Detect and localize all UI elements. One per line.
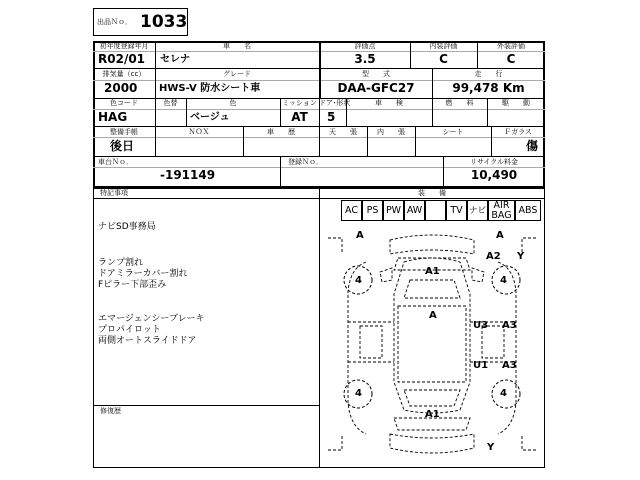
reg-year-label: 初年度登録年月 <box>99 42 149 50</box>
exterior-label: 外装評価 <box>497 42 525 50</box>
damage-mark: 4 <box>500 388 507 399</box>
equipment-item-tv: TV <box>446 200 467 221</box>
fglass-value: 傷 <box>526 139 539 153</box>
interior-label: 内装評価 <box>429 42 458 50</box>
model-value: セレナ <box>160 54 190 65</box>
maintenance-value: 後日 <box>110 139 135 153</box>
equipment-label: 装 備 <box>418 189 446 197</box>
damage-mark: A3 <box>502 360 517 371</box>
color-value: ベージュ <box>190 112 230 123</box>
damage-mark: A <box>496 230 504 241</box>
interior-value: C <box>439 52 448 66</box>
chassis-label: 車台Ｎｏ． <box>98 158 133 166</box>
note-line: Fピラー下部歪み <box>98 280 167 290</box>
repair-history-label: 修復歴 <box>100 407 121 415</box>
seat-label: シート <box>442 128 464 136</box>
damage-mark: A2 <box>486 251 501 262</box>
mission-value: AT <box>291 110 308 124</box>
grade-label: グレード <box>223 70 251 78</box>
damage-mark: 4 <box>500 275 507 286</box>
type-label: 型 式 <box>362 70 390 78</box>
equipment-item-blank <box>425 200 446 221</box>
damage-mark: Y <box>517 251 525 262</box>
note-line: エマージェンシーブレーキ <box>98 314 205 324</box>
damage-mark: A3 <box>502 320 517 331</box>
mileage-value: 99,478 Km <box>452 81 525 95</box>
reg-no-label: 登録Ｎｏ． <box>288 158 323 166</box>
recycle-value: 10,490 <box>470 168 518 182</box>
exhibit-number: 1033 <box>140 12 188 32</box>
equipment-item-airbag: AIR BAG <box>488 200 515 221</box>
mission-label: ミッション <box>282 99 317 107</box>
reg-year-value: R02/01 <box>98 52 146 66</box>
mileage-label: 走 行 <box>474 70 503 78</box>
exhibit-label: 出品Ｎｏ． <box>97 18 132 26</box>
note-line: 両側オートスライドドア <box>98 336 197 346</box>
note-line: ドアミラーカバー割れ <box>98 269 188 279</box>
nox-label: ＮＯＸ <box>188 128 210 136</box>
grade-value: HWS-V 防水シート車 <box>159 83 261 94</box>
model-label: 車 名 <box>223 42 251 50</box>
car-damage-diagram <box>320 222 544 467</box>
roof-label: 天 張 <box>329 128 357 136</box>
color-label: 色 <box>229 99 237 107</box>
drive-label: 駆 動 <box>502 99 530 107</box>
doors-value: 5 <box>327 110 336 124</box>
equipment-item-ac: AC <box>341 200 362 221</box>
equipment-item-aw: AW <box>404 200 425 221</box>
damage-mark: U3 <box>473 320 489 331</box>
note-line: ランプ割れ <box>98 258 144 268</box>
color-code-label: 色コード <box>110 99 138 107</box>
maintenance-label: 整備手帳 <box>110 128 138 136</box>
score-value: 3.5 <box>354 52 376 66</box>
fglass-label: Ｆガラス <box>504 128 532 136</box>
interior-cloth-label: 内 張 <box>377 128 405 136</box>
note-line: ナビSD事務局 <box>98 222 156 232</box>
history-label: 車 歴 <box>267 128 295 136</box>
type-value: DAA-GFC27 <box>337 81 415 95</box>
fuel-label: 燃 料 <box>445 99 474 107</box>
damage-mark: A1 <box>425 409 440 420</box>
displacement-value: 2000 <box>104 81 138 95</box>
doors-label: ドア･形状 <box>319 99 351 107</box>
equipment-item-navi: ナビ <box>467 200 488 221</box>
damage-mark: A <box>356 230 364 241</box>
recycle-label: リサイクル料金 <box>469 158 519 166</box>
equipment-item-pw: PW <box>383 200 404 221</box>
damage-mark: Y <box>487 442 495 453</box>
damage-mark: 4 <box>355 388 362 399</box>
exhibit-number-box <box>93 8 188 36</box>
damage-mark: A <box>429 310 437 321</box>
note-line: プロパイロット <box>98 325 161 335</box>
chassis-value: -191149 <box>160 168 216 182</box>
color-code-value: HAG <box>98 110 128 124</box>
displacement-label: 排気量（cc） <box>102 70 146 78</box>
exterior-value: C <box>506 52 516 66</box>
notes-label: 特記事項 <box>100 189 128 197</box>
damage-mark: A1 <box>425 266 440 277</box>
equipment-item-abs: ABS <box>515 200 541 221</box>
color-change-label: 色替 <box>163 99 178 107</box>
damage-mark: 4 <box>355 275 362 286</box>
damage-mark: U1 <box>473 360 489 371</box>
inspection-label: 車 検 <box>375 99 403 107</box>
equipment-item-ps: PS <box>362 200 383 221</box>
score-label: 評価点 <box>354 42 376 50</box>
